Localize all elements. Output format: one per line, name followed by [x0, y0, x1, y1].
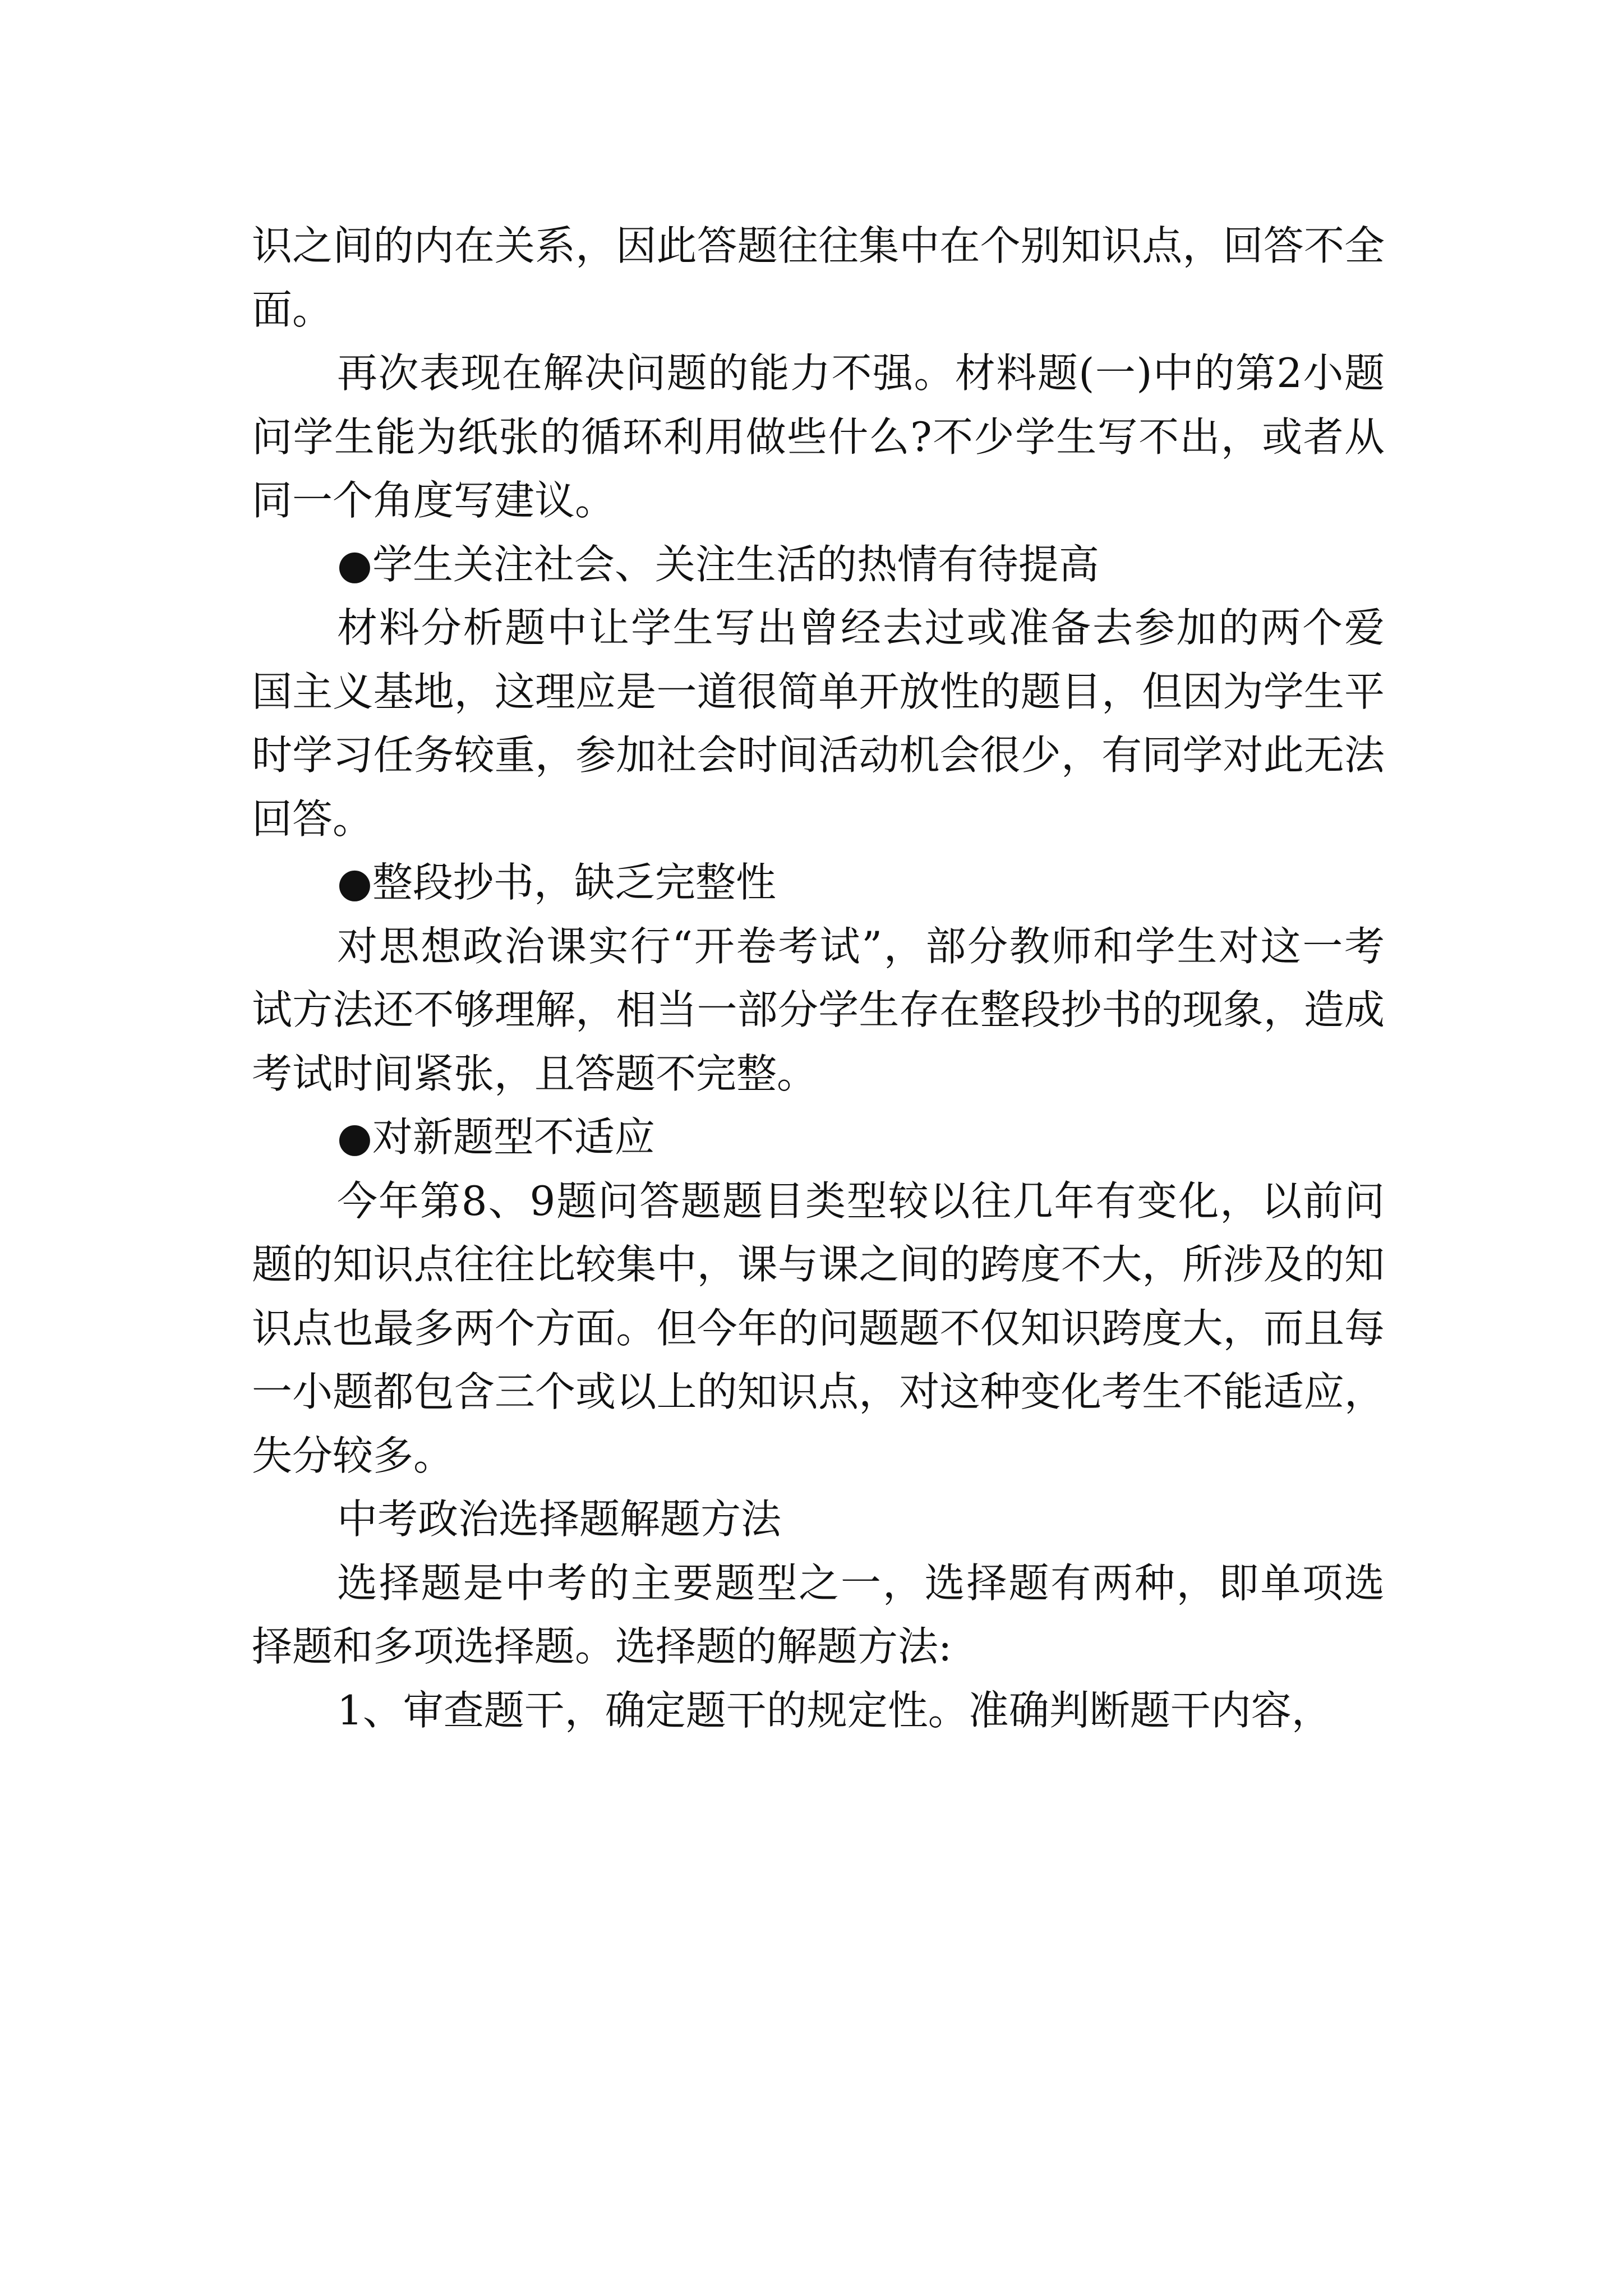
bullet-heading: ●学生关注社会、关注生活的热情有待提高 [337, 540, 1099, 588]
bullet-heading: ●对新题型不适应 [337, 1114, 655, 1161]
paragraph: 再次表现在解决问题的能力不强。材料题(一)中的第2小题问学生能为纸张的循环利用做些什么?不少学生写不出，或者从同一个角度写建议。 [252, 349, 1385, 524]
section-heading: 中考政治选择题解题方法 [337, 1496, 782, 1543]
paragraph: 对思想政治课实行“开卷考试”，部分教师和学生对这一考试方法还不够理解，相当一部分学生存在整段抄书的现象，造成考试时间紧张，且答题不完整。 [252, 922, 1385, 1097]
document-body [252, 214, 1385, 1742]
bullet-heading: ●整段抄书，缺乏完整性 [337, 859, 776, 906]
paragraph: 材料分析题中让学生写出曾经去过或准备去参加的两个爱国主义基地，这理应是一道很简单开放性的题目，但因为学生平时学习任务较重，参加社会时间活动机会很少，有同学对此无法回答。 [252, 604, 1385, 843]
numbered-item: 1、审查题干，确定题干的规定性。准确判断题干内容， [337, 1686, 1332, 1734]
paragraph: 识之间的内在关系，因此答题往往集中在个别知识点，回答不全面。 [252, 222, 1385, 333]
paragraph: 今年第8、9题问答题题目类型较以往几年有变化，以前问题的知识点往往比较集中，课与课之间的跨度不大，所涉及的知识点也最多两个方面。但今年的问题题不仅知识跨度大，而且每一小题都包含三个或以上的知识点，对这种变化考生不能适应，失分较多。 [252, 1177, 1385, 1479]
paragraph: 选择题是中考的主要题型之一，选择题有两种，即单项选择题和多项选择题。选择题的解题方法: [252, 1559, 1385, 1670]
